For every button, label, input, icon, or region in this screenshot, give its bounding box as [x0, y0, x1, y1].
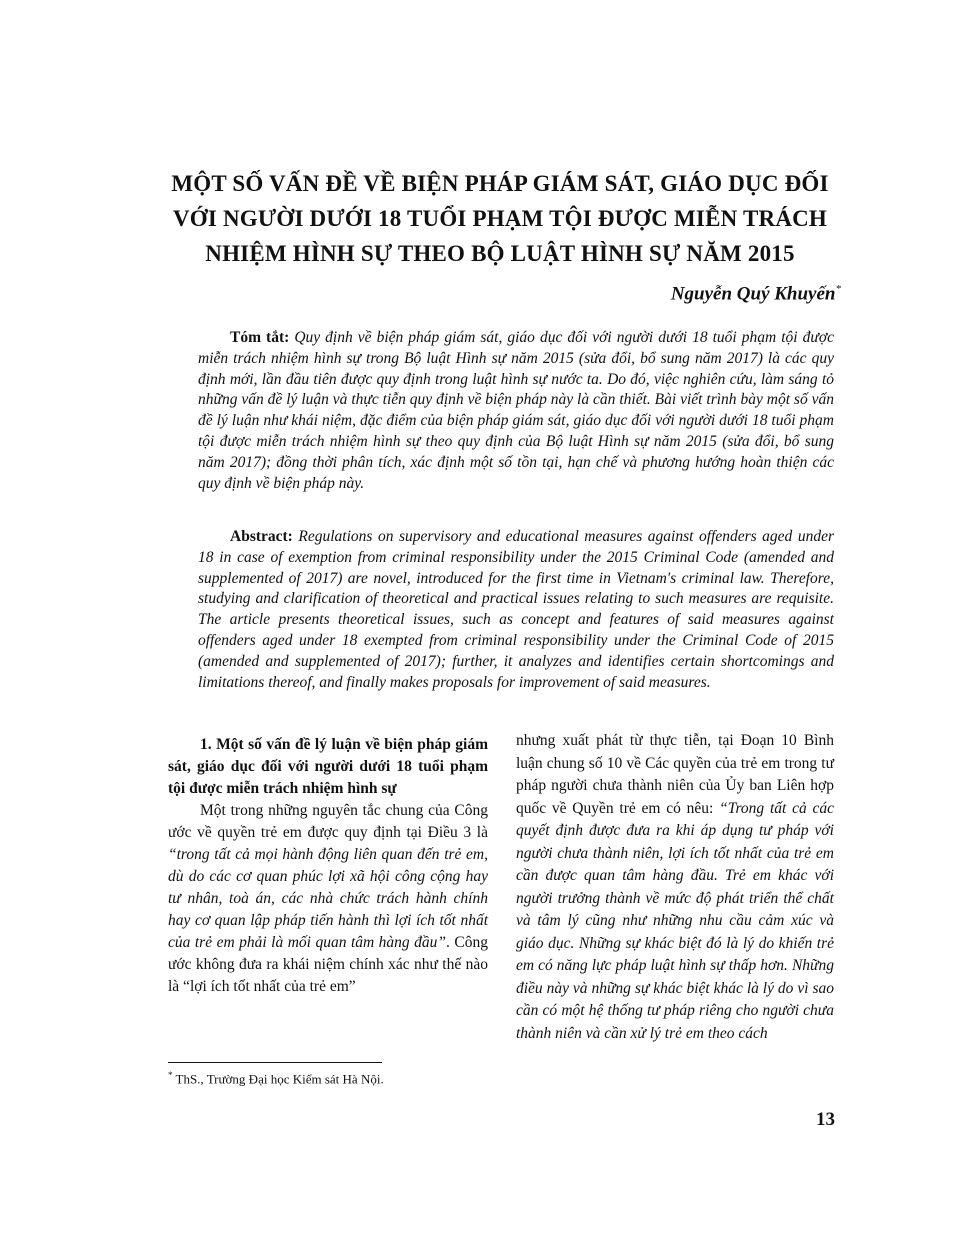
- footnote-mark: *: [168, 1070, 173, 1080]
- section-heading: 1. Một số vấn đề lý luận về biện pháp giám sát, giáo dục đối với người dưới 18 tuổi phạm tội được miễn trách nhiệm hình sự: [168, 736, 488, 797]
- quoted-text: “Trong tất cả các quyết định được đưa ra khi áp dụng tư pháp với người chưa thành niên, lợi ích tốt nhất của trẻ em cần được quan tâm hàng đầu. Trẻ em khác với người trưởng thành về mức độ phát triển thể chất và tâm lý cũng như những nhu cầu cảm xúc và giáo dục. Những sự khác biệt đó là lý do khiến trẻ em có năng lực pháp luật hình sự thấp hơn. Những điều này và những sự khác biệt khác là lý do vì sao cần có một hệ thống tư pháp riêng cho người chưa thành niên và cần xử lý trẻ em theo cách: [516, 799, 834, 1042]
- author-name: Nguyễn Quý Khuyến: [670, 283, 836, 305]
- footnote-divider: [168, 1062, 382, 1063]
- body-paragraph-left: [168, 800, 488, 998]
- paragraph-text: . Công ước không đưa ra khái niệm chính xác như thế nào là “lợi ích tốt nhất của trẻ em”: [168, 934, 488, 995]
- author-footnote-mark: *: [835, 283, 841, 295]
- article-title: [150, 166, 850, 271]
- abstract-vi-text: Quy định về biện pháp giám sát, giáo dục đối với người dưới 18 tuổi phạm tội được miễn trách nhiệm hình sự trong Bộ luật Hình sự năm 2015 (sửa đổi, bổ sung năm 2017) là các quy định mới, lần đầu tiên được quy định trong luật hình sự nước ta. Do đó, việc nghiên cứu, làm sáng tỏ những vấn đề lý luận và thực tiễn quy định về biện pháp này là cần thiết. Bài viết trình bày một số vấn đề lý luận như khái niệm, đặc điểm của biện pháp giám sát, giáo dục đối với người dưới 18 tuổi phạm tội được miễn trách nhiệm hình sự theo quy định của Bộ luật Hình sự năm 2015 (sửa đổi, bổ sung năm 2017); đồng thời phân tích, xác định một số tồn tại, hạn chế và phương hướng hoàn thiện các quy định về biện pháp này.: [198, 329, 834, 492]
- paragraph-text: Một trong những nguyên tắc chung của Công ước về quyền trẻ em được quy định tại Điều 3 là: [168, 802, 488, 841]
- paragraph-text: nhưng xuất phát từ thực tiễn, tại Đoạn 10 Bình luận chung số 10 về Các quyền của trẻ em trong tư pháp người chưa thành niên của Ủy ban Liên hợp quốc về Quyền trẻ em có nêu:: [516, 732, 834, 817]
- footnote-text: ThS., Trường Đại học Kiểm sát Hà Nội.: [175, 1071, 384, 1087]
- title-line-2: VỚI NGƯỜI DƯỚI 18 TUỔI PHẠM TỘI ĐƯỢC MIỄN TRÁCH: [172, 206, 828, 231]
- title-line-3: NHIỆM HÌNH SỰ THEO BỘ LUẬT HÌNH SỰ NĂM 2015: [205, 241, 795, 266]
- abstract-en-text: Regulations on supervisory and educational measures against offenders aged under 18 in case of exemption from criminal responsibility under the 2015 Criminal Code (amended and supplemented of 2017) are novel, introduced for the first time in Vietnam's criminal law. Therefore, studying and clarification of theoretical and practical issues relating to such measures are requisite. The article presents theoretical issues, such as concept and features of said measures against offenders aged under 18 exempted from criminal responsibility under the Criminal Code of 2015 (amended and supplemented of 2017); further, it analyzes and identifies certain shortcomings and limitations thereof, and finally makes proposals for improvement of said measures.: [198, 528, 834, 691]
- abstract-vietnamese: [198, 328, 834, 494]
- quoted-text: “trong tất cả mọi hành động liên quan đến trẻ em, dù do các cơ quan phúc lợi xã hội công cộng hay tư nhân, toà án, các nhà chức trách hành chính hay cơ quan lập pháp tiến hành thì lợi ích tốt nhất của trẻ em phải là mối quan tâm hàng đầu”: [168, 846, 488, 951]
- abstract-vi-label: Tóm tắt:: [230, 329, 290, 346]
- page-number: 13: [816, 1109, 835, 1130]
- author: [671, 283, 841, 305]
- title-line-1: MỘT SỐ VẤN ĐỀ VỀ BIỆN PHÁP GIÁM SÁT, GIÁO DỤC ĐỐI: [171, 171, 829, 196]
- body-column-right: [516, 730, 834, 1045]
- footnote: [168, 1070, 384, 1087]
- body-column-left: [168, 734, 488, 998]
- abstract-en-label: Abstract:: [230, 528, 293, 545]
- abstract-english: [198, 527, 834, 693]
